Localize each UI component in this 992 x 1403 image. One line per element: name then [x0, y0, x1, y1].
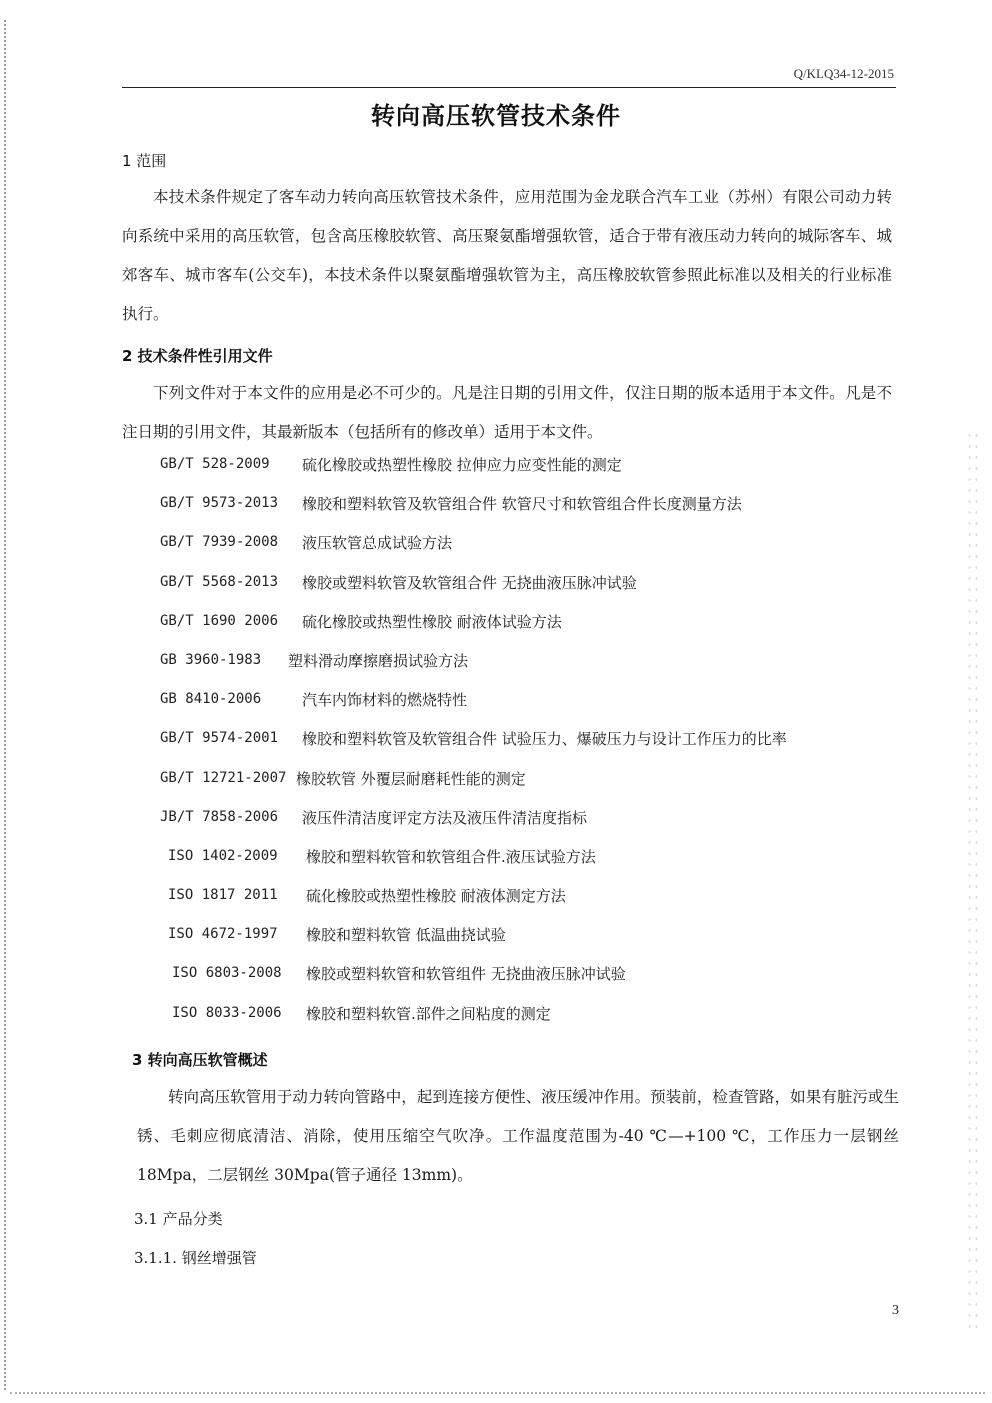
reference-item: [160, 1003, 900, 1042]
reference-code: ISO 1402-2009: [168, 847, 278, 864]
reference-code: GB/T 12721-2007: [160, 769, 287, 786]
reference-item: [160, 689, 900, 728]
reference-title: 橡胶或塑料软管和软管组件 无挠曲液压脉冲试验: [306, 965, 626, 984]
reference-title: 液压软管总成试验方法: [302, 534, 453, 553]
reference-title: 橡胶和塑料软管 低温曲挠试验: [306, 926, 506, 945]
reference-item: [160, 807, 900, 846]
reference-code: ISO 6803-2008: [172, 965, 282, 982]
reference-code: GB/T 9573-2013: [160, 495, 279, 512]
scan-right-noise: [966, 430, 980, 1330]
reference-item: [160, 846, 900, 885]
reference-title: 橡胶和塑料软管.部件之间粘度的测定: [306, 1004, 551, 1023]
reference-code: ISO 4672-1997: [168, 926, 278, 943]
reference-item: [160, 572, 900, 611]
section-3-paragraph: 转向高压软管用于动力转向管路中，起到连接方便性、液压缓冲作用。预装前，检查管路，如果有脏污或生锈、毛刺应彻底清洁、消除，使用压缩空气吹净。工作温度范围为-40 ℃—+100 ℃，工作压力一层钢丝 18Mpa，二层钢丝 30Mpa(管子通径 13mm)。: [137, 1088, 899, 1184]
section-2-paragraph: 下列文件对于本文件的应用是必不可少的。凡是注日期的引用文件，仅注日期的版本适用于本文件。凡是不注日期的引用文件，其最新版本（包括所有的修改单）适用于本文件。: [122, 384, 892, 441]
reference-title: 塑料滑动摩擦磨损试验方法: [288, 651, 469, 670]
reference-title: 橡胶和塑料软管和软管组合件.液压试验方法: [306, 847, 596, 866]
section-3-1-heading: 3.1 产品分类: [134, 1210, 223, 1228]
reference-title: 液压件清洁度评定方法及液压件清洁度指标: [302, 808, 588, 827]
scan-bottom-edge: [10, 1392, 985, 1394]
reference-code: ISO 8033-2006: [172, 1004, 282, 1021]
reference-item: [160, 650, 900, 689]
reference-item: [160, 728, 900, 767]
reference-item: [160, 493, 900, 532]
reference-code: JB/T 7858-2006: [160, 808, 279, 825]
reference-title: 硫化橡胶或热塑性橡胶 耐液体测定方法: [306, 887, 566, 906]
reference-code: GB 3960-1983: [160, 651, 262, 668]
reference-title: 橡胶和塑料软管及软管组合件 试验压力、爆破压力与设计工作压力的比率: [302, 730, 787, 749]
section-1-heading: 1 范围: [122, 152, 167, 170]
section-3-heading: 3 转向高压软管概述: [132, 1051, 268, 1069]
reference-code: ISO 1817 2011: [168, 887, 278, 904]
header-rule: [122, 87, 896, 88]
section-1-paragraph: 本技术条件规定了客车动力转向高压软管技术条件，应用范围为金龙联合汽车工业（苏州）有限公司动力转向系统中采用的高压软管，包含高压橡胶软管、高压聚氨酯增强软管，适合于带有液压动力转向的城际客车、城郊客车、城市客车(公交车)，本技术条件以聚氨酯增强软管为主，高压橡胶软管参照此标准以及相关的行业标准执行。: [122, 188, 892, 323]
reference-item: [160, 963, 900, 1002]
reference-code: GB/T 9574-2001: [160, 730, 279, 747]
reference-title: 硫化橡胶或热塑性橡胶 拉伸应力应变性能的测定: [302, 456, 622, 474]
section-2-heading: 2 技术条件性引用文件: [122, 347, 273, 365]
page-number: 3: [892, 1303, 899, 1318]
reference-item: [160, 611, 900, 650]
reference-item: [160, 532, 900, 571]
reference-title: 硫化橡胶或热塑性橡胶 耐液体试验方法: [302, 612, 562, 631]
page-title: 转向高压软管技术条件: [371, 102, 621, 130]
reference-title: 汽车内饰材料的燃烧特性: [302, 691, 468, 710]
reference-code: GB 8410-2006: [160, 691, 262, 708]
reference-code: GB/T 5568-2013: [160, 573, 279, 590]
reference-title: 橡胶或塑料软管及软管组合件 无挠曲液压脉冲试验: [302, 573, 637, 592]
reference-item: [160, 768, 900, 807]
reference-code: GB/T 7939-2008: [160, 534, 279, 551]
reference-item: [160, 885, 900, 924]
reference-title: 橡胶和塑料软管及软管组合件 软管尺寸和软管组合件长度测量方法: [302, 495, 742, 514]
reference-title: 橡胶软管 外覆层耐磨耗性能的测定: [296, 769, 526, 788]
reference-list: [160, 454, 900, 1042]
reference-code: GB/T 1690 2006: [160, 612, 279, 629]
reference-item: [160, 454, 900, 493]
reference-item: [160, 924, 900, 963]
section-3-1-1-heading: 3.1.1. 钢丝增强管: [134, 1249, 257, 1267]
scan-left-edge: [4, 20, 6, 1390]
document-code: Q/KLQ34-12-2015: [793, 66, 894, 81]
reference-code: GB/T 528-2009: [160, 456, 270, 472]
